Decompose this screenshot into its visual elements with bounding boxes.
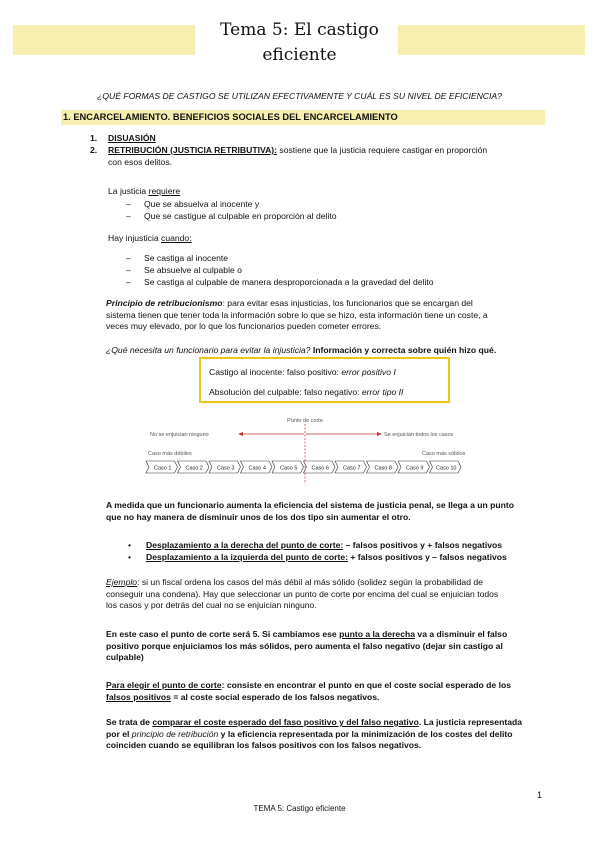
para4-line1b: . La justicia representada [418,717,523,727]
case-label: Caso 8 [374,465,392,472]
para3-underlined: Para elegir el punto de corte [106,680,222,690]
para4-line2a: por el [106,728,132,739]
case-label: Caso 2 [185,465,203,472]
question-line [106,345,496,357]
strong-label: Caso más sólidos [422,451,466,457]
subheading: ¿QUÉ FORMAS DE CASTIGO SE UTILIZAN EFECTIVAMENTE Y CUÁL ES SU NIVEL DE EFICIENCIA? [97,91,502,101]
para2-line1a: En este caso el punto de corte será 5. Si cambiamos ese [106,629,340,639]
para2-line2: positivo porque enjuiciamos los más sólidos, pero aumenta el falso negativo (dejar sin castigo al [106,640,503,651]
box-line2-text: Absolución del culpable: falso negativo: [209,387,362,397]
para3-line2-underlined: falsos positivos [106,691,171,702]
error-types-box [199,357,450,403]
retribucion-text: sostiene que la justicia requiere castigar en proporción [277,145,488,155]
arrow-left-icon [238,432,243,436]
case-label: Caso 3 [217,465,235,472]
para2-underlined: punto a la derecha [339,629,416,639]
list-number-1: 1. [90,133,98,143]
requiere-dash-2: – [126,211,131,221]
page-footer: TEMA 5: Castigo eficiente [253,804,346,813]
cuando-dash-3: – [126,277,131,287]
question-text: ¿Qué necesita un funcionario para evitar la injusticia? [106,345,311,355]
requiere-intro [108,186,180,198]
requiere-item-2: Que se castigue al culpable en proporción al delito [144,211,337,221]
ejemplo-line3: los casos y por detrás del cual no se enjuician ninguno. [106,600,317,610]
case-label: Caso 10 [436,465,457,472]
weak-label: Caso más débiles [148,451,192,457]
box-line1 [209,367,396,377]
box-line2 [209,387,403,397]
bullet-2-underlined: Desplazamiento a la izquierda del punto de corte: [146,552,348,562]
case-label: Caso 7 [343,465,361,472]
requiere-dash-1: – [126,199,131,209]
para1 [106,500,548,523]
cut-point-diagram [140,412,475,487]
box-line1-text: Castigo al inocente: falso positivo: [209,367,342,377]
principio-line3: veces muy elevado, por lo que los funcionarios pueden cometer errores. [106,321,382,331]
page-title [0,20,599,66]
cuando-item-1: Se castiga al inocente [144,253,229,263]
ejemplo-line2: conseguir una condena). Hay que seleccionar un punto de corte por encima del cual se enjuician todos [106,588,499,599]
requiere-item-1: Que se absuelva al inocente y [144,199,260,209]
para4-line2b: y la eficiencia representada por la minimización de los costes del delito [218,728,513,739]
cases-row [146,461,461,473]
cuando-word: cuando: [161,233,192,243]
bullet-dot-2: • [128,552,132,562]
principio-line2: sistema tienen que tener toda la información sobre lo que se hizo, esta información tiene un coste, a [106,309,488,320]
ejemplo-paragraph [106,577,548,612]
para2-line1b: va a disminuir el falso [415,629,508,639]
para4-line1a: Se trata de [106,717,153,727]
page-title-line1: Tema 5: El castigo [220,20,379,40]
principio-line1: : para evitar esas injusticias, los funcionarios que se encargan del [222,298,473,308]
bullet-1-underlined: Desplazamiento a la derecha del punto de corte: [146,540,344,550]
para2-line3: culpable) [106,652,144,662]
arrow-right-icon [377,432,382,436]
cuando-dash-1: – [126,253,131,263]
case-label: Caso 9 [406,465,424,472]
page-title-line2: eficiente [262,45,337,65]
para4-line3: coinciden cuando se equilibran los falsos positivos con los falsos negativos. [106,740,422,750]
bullet-dot-1: • [128,540,132,550]
bullet-item-2 [146,552,507,564]
requiere-word: requiere [148,186,181,196]
para2 [106,629,548,664]
para1-line1: A medida que un funcionario aumenta la eficiencia del sistema de justicia penal, se llega a un punto [106,500,514,510]
case-label: Caso 6 [311,465,329,472]
page-number: 1 [537,790,543,800]
para3-line1: : consiste en encontrar el punto en que el coste social esperado de los [221,680,511,690]
list-item-retribucion [108,145,548,157]
box-line1-error: error positivo I [341,367,396,377]
bullet-2-text: + falsos positivos y – falsos negativos [348,552,507,562]
case-label: Caso 5 [280,465,298,472]
cut-point-label: Punto de corte [287,418,323,424]
case-label: Caso 4 [248,465,266,472]
box-line2-error: error tipo II [361,387,404,397]
principio-label: Principio de retribucionismo [106,298,223,308]
section-heading: 1. ENCARCELAMIENTO. BENEFICIOS SOCIALES DEL ENCARCELAMIENTO [61,110,545,125]
requiere-intro-text: La justicia [108,186,149,196]
retribucion-text-cont: con esos delitos. [108,157,173,167]
list-number-2: 2. [90,145,98,155]
principio-paragraph [106,298,548,333]
para4-underlined: comparar el coste esperado del faso positivo y del falso negativo [152,717,419,727]
bullet-1-text: – falsos positivos y + falsos negativos [343,540,503,550]
list-item-disuasion: DISUASIÓN [108,133,156,143]
cuando-item-3: Se castiga al culpable de manera desproporcionada a la gravedad del delito [144,277,434,287]
ejemplo-label: Ejemplo [106,577,138,587]
para4 [106,717,548,752]
ejemplo-line1: : si un fiscal ordena los casos del más débil al más sólido (solidez según la probabilidad de [137,577,483,587]
bullet-item-1 [146,540,502,552]
para4-line2-italic: principio de retribución [131,728,219,739]
cuando-intro-text: Hay injusticia [108,233,162,243]
retribucion-label: RETRIBUCIÓN (JUSTICIA RETRIBUTIVA): [108,145,278,155]
cuando-dash-2: – [126,265,131,275]
left-label: No se enjuician ninguno [150,432,209,438]
para3 [106,680,548,703]
cuando-intro [108,233,192,245]
question-answer: Información y correcta sobre quién hizo qué. [310,345,497,355]
para1-line2: que no hay manera de disminuir unos de los dos tipo sin aumentar el otro. [106,511,411,522]
right-label: Se enjuician todos los casos [384,432,454,438]
cuando-item-2: Se absuelve al culpable o [144,265,242,275]
para3-line2: = al coste social esperado de los falsos negativos. [170,691,380,702]
case-label: Caso 1 [154,465,172,472]
